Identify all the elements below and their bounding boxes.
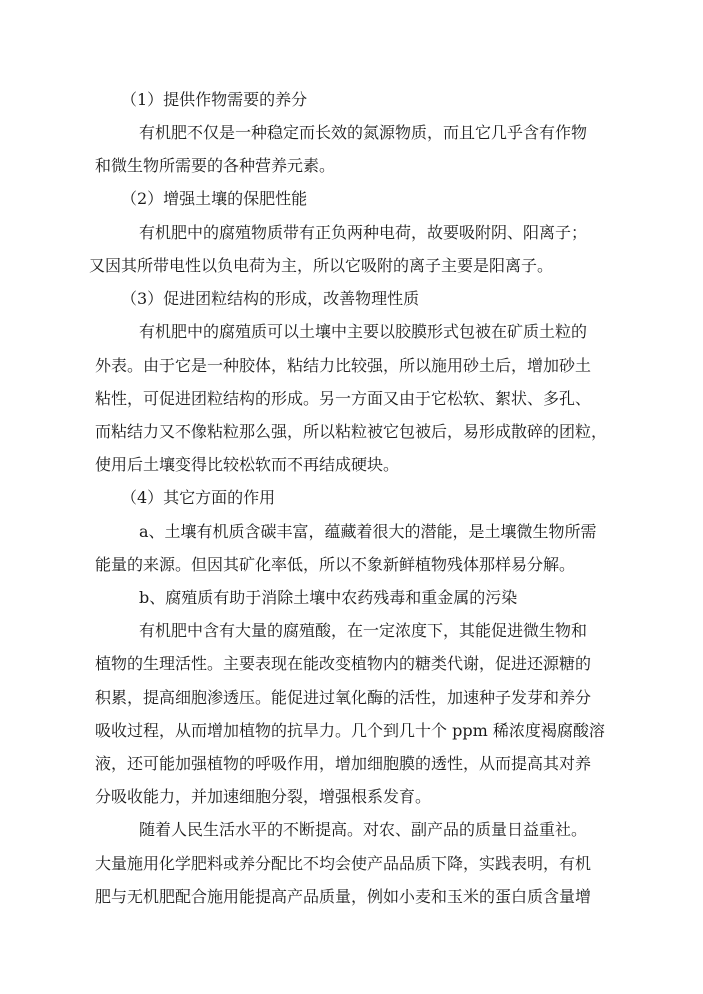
paragraph-line: 植物的生理活性。主要表现在能改变植物内的糖类代谢，促进还源糖的 — [95, 654, 592, 673]
paragraph-line: 和微生物所需要的各种营养元素。 — [95, 156, 336, 175]
paragraph-line: 而粘结力又不像粘粒那么强，所以粘粒被它包被后，易形成散碎的团粒， — [95, 422, 608, 441]
paragraph-line: 肥与无机肥配合施用能提高产品质量，例如小麦和玉米的蛋白质含量增 — [95, 887, 592, 906]
paragraph-line: 有机肥中的腐殖质可以土壤中主要以胶膜形式包被在矿质土粒的 — [139, 322, 588, 341]
paragraph-line: b、腐殖质有助于消除土壤中农药残毒和重金属的污染 — [139, 588, 518, 607]
paragraph-line: 能量的来源。但因其矿化率低，所以不象新鲜植物残体那样易分解。 — [95, 555, 576, 574]
heading-4: （4）其它方面的作用 — [121, 488, 276, 507]
paragraph-line: 积累，提高细胞渗透压。能促进过氧化酶的活性，加速种子发芽和养分 — [95, 688, 592, 707]
paragraph-line: 分吸收能力，并加速细胞分裂，增强根系发育。 — [95, 787, 432, 806]
paragraph-line: 又因其所带电性以负电荷为主，所以它吸附的离子主要是阳离子。 — [89, 256, 554, 275]
heading-2: （2）增强土壤的保肥性能 — [121, 189, 308, 208]
paragraph-line: 使用后土壤变得比较松软而不再结成硬块。 — [95, 455, 400, 474]
paragraph-line: 有机肥不仅是一种稳定而长效的氮源物质，而且它几乎含有作物 — [139, 123, 588, 142]
paragraph-line: 大量施用化学肥料或养分配比不均会使产品品质下降，实践表明，有机 — [95, 854, 592, 873]
paragraph-line: 有机肥中含有大量的腐殖酸，在一定浓度下，其能促进微生物和 — [139, 621, 588, 640]
paragraph-line: 有机肥中的腐殖物质带有正负两种电荷，故要吸附阴、阳离子； — [139, 223, 588, 242]
paragraph-line: 随着人民生活水平的不断提高。对农、副产品的质量日益重社。 — [139, 820, 588, 839]
paragraph-line: 外表。由于它是一种胶体，粘结力比较强，所以施用砂土后，增加砂土 — [95, 356, 592, 375]
heading-1: （1）提供作物需要的养分 — [121, 90, 308, 109]
heading-3: （3）促进团粒结构的形成，改善物理性质 — [121, 289, 420, 308]
paragraph-line: a、土壤有机质含碳丰富，蕴藏着很大的潜能，是土壤微生物所需 — [139, 522, 597, 541]
paragraph-line: 吸收过程，从而增加植物的抗旱力。几个到几十个 ppm 稀浓度褐腐酸溶 — [95, 721, 605, 740]
paragraph-line: 液，还可能加强植物的呼吸作用，增加细胞膜的透性，从而提高其对养 — [95, 754, 592, 773]
paragraph-line: 粘性，可促进团粒结构的形成。另一方面又由于它松软、絮状、多孔、 — [95, 389, 592, 408]
